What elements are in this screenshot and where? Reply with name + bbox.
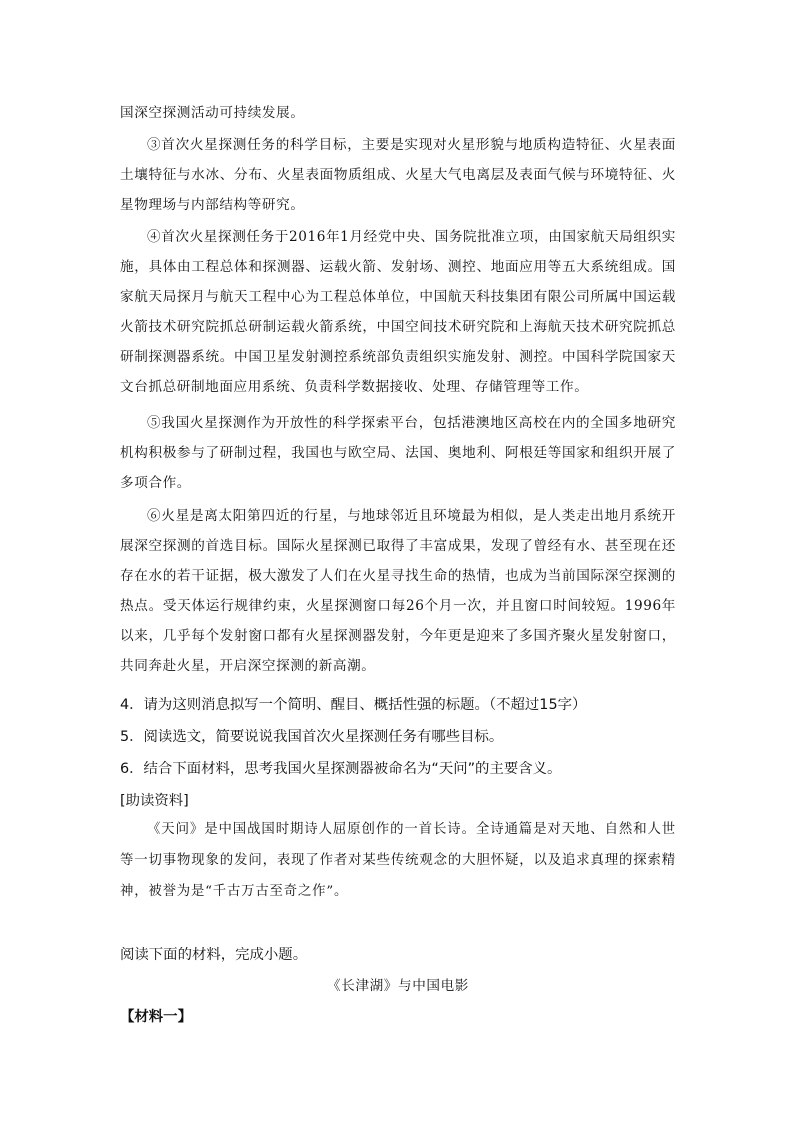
aid-label: [助读资料] [120,793,189,809]
reading-instruction: 阅读下面的材料，完成小题。 [120,947,308,963]
article-title: 《长津湖》与中国电影 [327,978,469,994]
passage-paragraph-3: ③首次火星探测任务的科学目标，主要是实现对火星形貌与地质构造特征、火星表面土壤特征与水冰、分布、火星表面物质组成、火星大气电离层及表面气候与环境特征、火星物理场与内部结构等研究。 [120,137,676,213]
passage-paragraph-5: ⑤我国火星探测作为开放性的科学探索平台，包括港澳地区高校在内的全国多地研究机构积极参与了研制过程，我国也与欧空局、法国、奥地利、阿根廷等国家和组织开展了多项合作。 [120,415,676,491]
question-5: 5．阅读选文，简要说说我国首次火星探测任务有哪些目标。 [120,729,504,745]
question-6: 6．结合下面材料，思考我国火星探测器被命名为“天问”的主要含义。 [120,761,562,777]
passage-continuation: 国深空探测活动可持续发展。 [120,105,305,121]
material-label: 【材料一】 [120,1009,192,1025]
question-4: 4．请为这则消息拟写一个简明、醒目、概括性强的标题。（不超过15字） [120,697,587,713]
passage-paragraph-4: ④首次火星探测任务于2016年1月经党中央、国务院批准立项，由国家航天局组织实施，具体由工程总体和探测器、运载火箭、发射场、测控、地面应用等五大系统组成。国家航天局探月与航天工程中心为工程总体单位，中国航天科技集团有限公司所属中国运载火箭技术研究院抓总研制运载火箭系统，中国空间技术研究院和上海航天技术研究院抓总研制探测器系统。中国卫星发射测控系统部负责组织实施发射、测控。中国科学院国家天文台抓总研制地面应用系统、负责科学数据接收、处理、存储管理等工作。 [120,229,676,395]
passage-paragraph-6: ⑥火星是离太阳第四近的行星，与地球邻近且环境最为相似，是人类走出地月系统开展深空探测的首选目标。国际火星探测已取得了丰富成果，发现了曾经有水、甚至现在还存在水的若干证据，极大激发了人们在火星寻找生命的热情，也成为当前国际深空探测的热点。受天体运行规律约束，火星探测窗口每26个月一次，并且窗口时间较短。1996年以来，几乎每个发射窗口都有火星探测器发射，今年更是迎来了多国齐聚火星发射窗口，共同奔赴火星，开启深空探测的新高潮。 [120,508,676,674]
aid-text: 《天问》是中国战国时期诗人屈原创作的一首长诗。全诗通篇是对天地、自然和人世等一切事物现象的发问，表现了作者对某些传统观念的大胆怀疑，以及追求真理的探索精神，被誉为是“千古万古至奇之作”。 [120,822,676,899]
